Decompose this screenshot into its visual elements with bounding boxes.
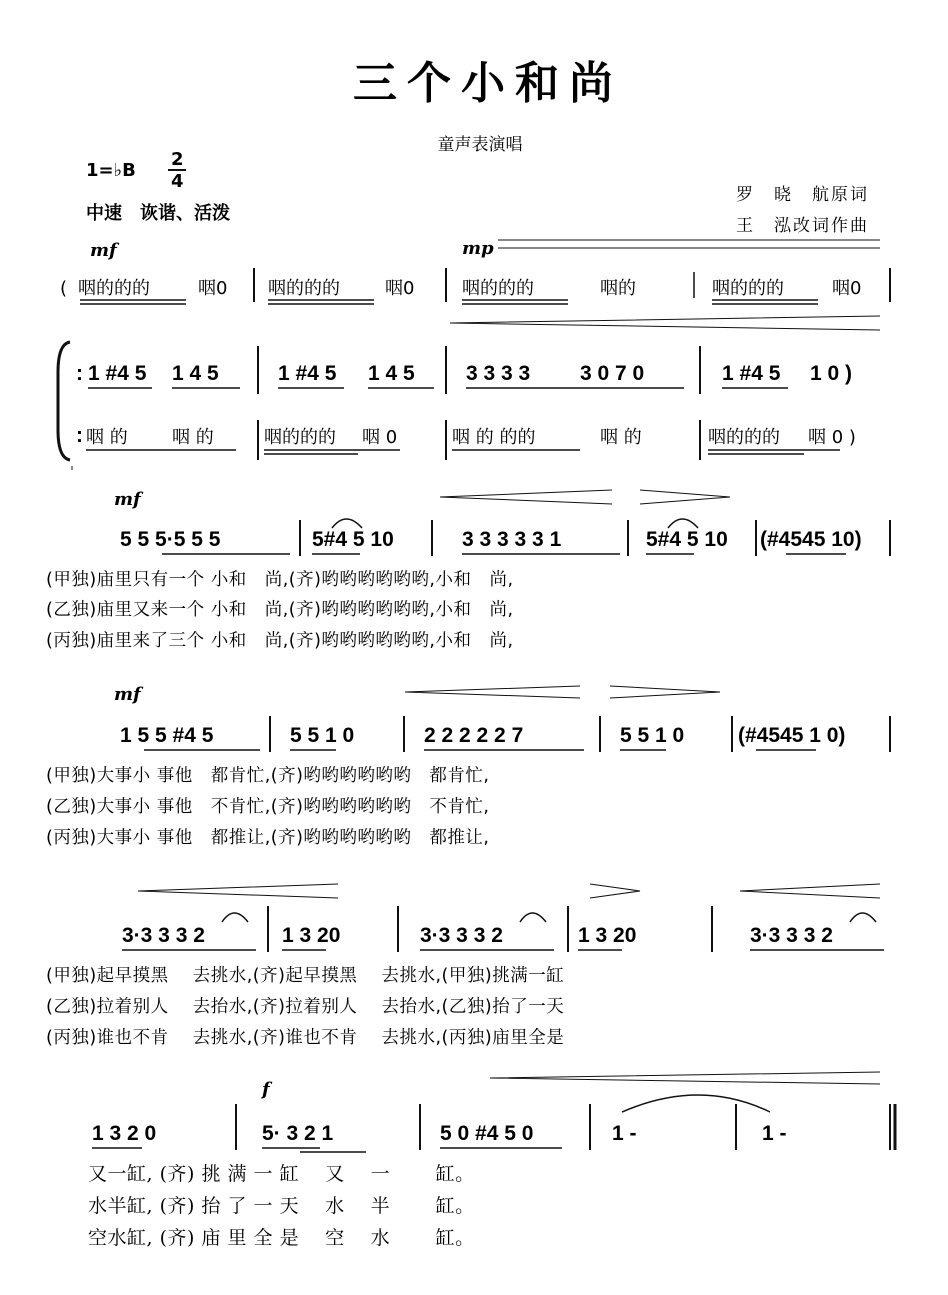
melody-notes: 2 2 2 2 2 7 (424, 724, 524, 747)
lyric-line: (丙独)庙里来了三个 小和 尚,(齐)哟哟哟哟哟哟,小和 尚, (46, 631, 514, 651)
melody-notes: 1 3 2 0 (92, 1122, 157, 1145)
intro-sound: 咽0 (385, 278, 415, 299)
intro-sound: 咽0 (198, 278, 228, 299)
dynamic-mark: mf (114, 489, 141, 510)
melody-notes: 1 - (612, 1122, 637, 1145)
repeat-sign: : (76, 362, 83, 385)
melody-notes: 1 5 5 #4 5 (120, 724, 214, 747)
lyric-line: (乙独)庙里又来一个 小和 尚,(齐)哟哟哟哟哟哟,小和 尚, (46, 600, 514, 620)
intro-bass-sound: 咽 的 (600, 427, 642, 448)
melody-notes: 3·3 3 3 2 (122, 924, 205, 947)
dynamic-mark: f (262, 1079, 270, 1100)
melody-notes: 5 5 1 0 (620, 724, 685, 747)
intro-sound: 咽的的的 (268, 278, 340, 299)
intro-treble-notes: 3 0 7 0 (580, 362, 645, 385)
intro-bass-sound: 咽的的的 (264, 427, 336, 448)
lyric-line: (丙独)谁也不肯 去挑水,(齐)谁也不肯 去挑水,(丙独)庙里全是 (46, 1028, 565, 1048)
intro-treble-notes: 1 4 5 (368, 362, 415, 385)
tempo-marking: 中速 诙谐、活泼 (86, 203, 230, 224)
performance-note: 童声表演唱 (437, 135, 523, 155)
lyric-line: (乙独)大事小 事他 不肯忙,(齐)哟哟哟哟哟哟 不肯忙, (46, 797, 490, 817)
melody-notes: 3 3 3 3 3 1 (462, 528, 562, 551)
intro-bass-sound: 咽 的 (86, 427, 128, 448)
lyricist-credit: 罗 晓 航原词 (736, 185, 869, 205)
intro-treble-notes: 1 #4 5 (88, 362, 147, 385)
melody-notes: 5 0 #4 5 0 (440, 1122, 534, 1145)
melody-notes: 5 5 5·5 5 5 (120, 528, 221, 551)
melody-notes: 1 3 20 (282, 924, 341, 947)
melody-notes: 5· 3 2 1 (262, 1122, 334, 1145)
intro-treble-notes: 3 3 3 3 (466, 362, 531, 385)
melody-notes: 1 - (762, 1122, 787, 1145)
intro-treble-notes: 1 0 ) (810, 362, 853, 385)
intro-sound: 咽0 (832, 278, 862, 299)
time-signature-bottom: 4 (171, 171, 184, 192)
dynamic-mark: mp (462, 238, 494, 259)
melody-notes: (#4545 1 0) (738, 724, 846, 747)
lyric-line: (甲独)大事小 事他 都肯忙,(齐)哟哟哟哟哟哟 都肯忙, (46, 766, 490, 786)
lyric-line: (甲独)起早摸黑 去挑水,(齐)起早摸黑 去挑水,(甲独)挑满一缸 (46, 966, 565, 986)
intro-bass-sound: 咽 0 (362, 427, 398, 448)
intro-sound: 咽的的的 (78, 278, 150, 299)
intro-sound: 咽的 (600, 278, 636, 299)
intro-treble-notes: 1 #4 5 (278, 362, 337, 385)
melody-notes: 5 5 1 0 (290, 724, 355, 747)
lyric-line: (甲独)庙里只有一个 小和 尚,(齐)哟哟哟哟哟哟,小和 尚, (46, 570, 514, 590)
lyric-line: (丙独)大事小 事他 都推让,(齐)哟哟哟哟哟哟 都推让, (46, 828, 490, 848)
melody-notes: 3·3 3 3 2 (420, 924, 503, 947)
intro-treble-notes: 1 4 5 (172, 362, 219, 385)
lyric-line: 空水缸, (齐) 庙 里 全 是 空 水 缸。 (88, 1227, 475, 1249)
intro-bass-sound: 咽 的 的的 (452, 427, 536, 448)
intro-bass-sound: 咽的的的 (708, 427, 780, 448)
melody-notes: 1 3 20 (578, 924, 637, 947)
lyric-line: 又一缸, (齐) 挑 满 一 缸 又 一 缸。 (88, 1163, 475, 1185)
dynamic-mark: mf (114, 684, 141, 705)
composer-credit: 王 泓改词作曲 (736, 216, 869, 236)
intro-paren: ( (60, 278, 68, 299)
dynamic-mark: mf (90, 240, 117, 261)
melody-notes: 5#4 5 10 (646, 528, 728, 551)
intro-bass-sound: 咽 0 ) (808, 427, 856, 448)
melody-notes: (#4545 10) (760, 528, 862, 551)
intro-sound: 咽的的的 (712, 278, 784, 299)
melody-notes: 3·3 3 3 2 (750, 924, 833, 947)
intro-bass-sound: 咽 的 (172, 427, 214, 448)
intro-sound: 咽的的的 (462, 278, 534, 299)
lyric-line: (乙独)拉着别人 去抬水,(齐)拉着别人 去抬水,(乙独)抬了一天 (46, 997, 565, 1017)
song-title: 三个小和尚 (353, 58, 623, 109)
intro-treble-notes: 1 #4 5 (722, 362, 781, 385)
lyric-line: 水半缸, (齐) 抬 了 一 天 水 半 缸。 (88, 1195, 475, 1217)
key-signature: 1=♭B (86, 160, 136, 181)
time-signature-top: 2 (171, 149, 184, 170)
repeat-sign: : (76, 424, 83, 447)
melody-notes: 5#4 5 10 (312, 528, 394, 551)
